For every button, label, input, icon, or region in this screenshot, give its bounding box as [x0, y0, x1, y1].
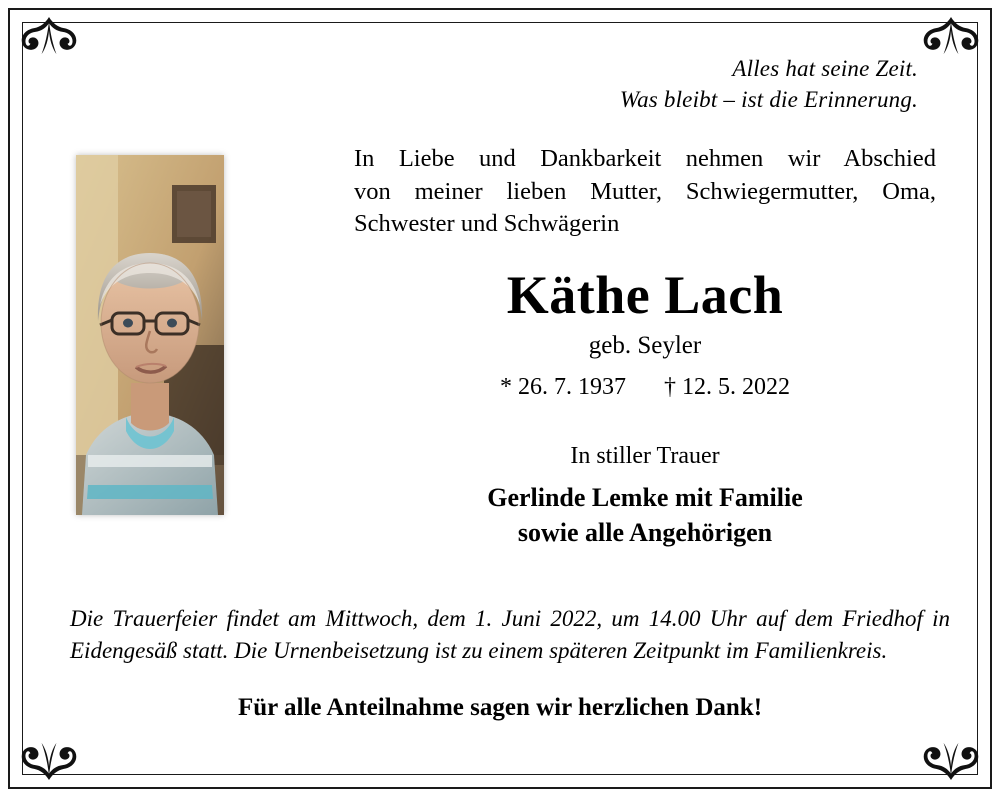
life-dates — [354, 374, 936, 401]
main-section — [44, 143, 956, 573]
death-date: † 12. 5. 2022 — [664, 373, 790, 400]
text-block — [354, 143, 956, 550]
mourners-line-2: sowie alle Angehörigen — [517, 517, 773, 547]
funeral-details: Die Trauerfeier findet am Mittwoch, dem 1. Juni 2022, um 14.00 Uhr auf dem Friedhof in Eidengesäß statt. Die Urnenbeisetzung ist zu einem späteren Zeitpunkt im Familienkreis. — [70, 606, 950, 664]
motto-line-1: Alles hat seine Zeit. — [732, 56, 918, 81]
birth-date: * 26. 7. 1937 — [500, 373, 626, 400]
notice-content — [44, 40, 956, 757]
deceased-name: Käthe Lach — [506, 264, 784, 325]
thanks-message: Für alle Anteilnahme sagen wir herzlichen Dank! — [237, 693, 763, 721]
intro-line-1: In Liebe und Dankbarkeit nehmen wir Abschied — [354, 145, 936, 173]
portrait-photo — [76, 155, 224, 515]
mourning-label: In stiller Trauer — [570, 442, 720, 469]
mourners-block — [354, 480, 936, 550]
intro-text — [354, 143, 936, 241]
motto-line-2: Was bleibt – ist die Erinnerung. — [619, 86, 918, 112]
maiden-name: geb. Seyler — [588, 331, 702, 359]
motto-block — [44, 54, 918, 115]
intro-line-2: von meiner lieben Mutter, Schwiegermutter, Oma, — [354, 177, 936, 205]
mourners-line-1: Gerlinde Lemke mit Familie — [487, 482, 803, 512]
intro-line-3: Schwester und Schwägerin — [354, 210, 620, 238]
